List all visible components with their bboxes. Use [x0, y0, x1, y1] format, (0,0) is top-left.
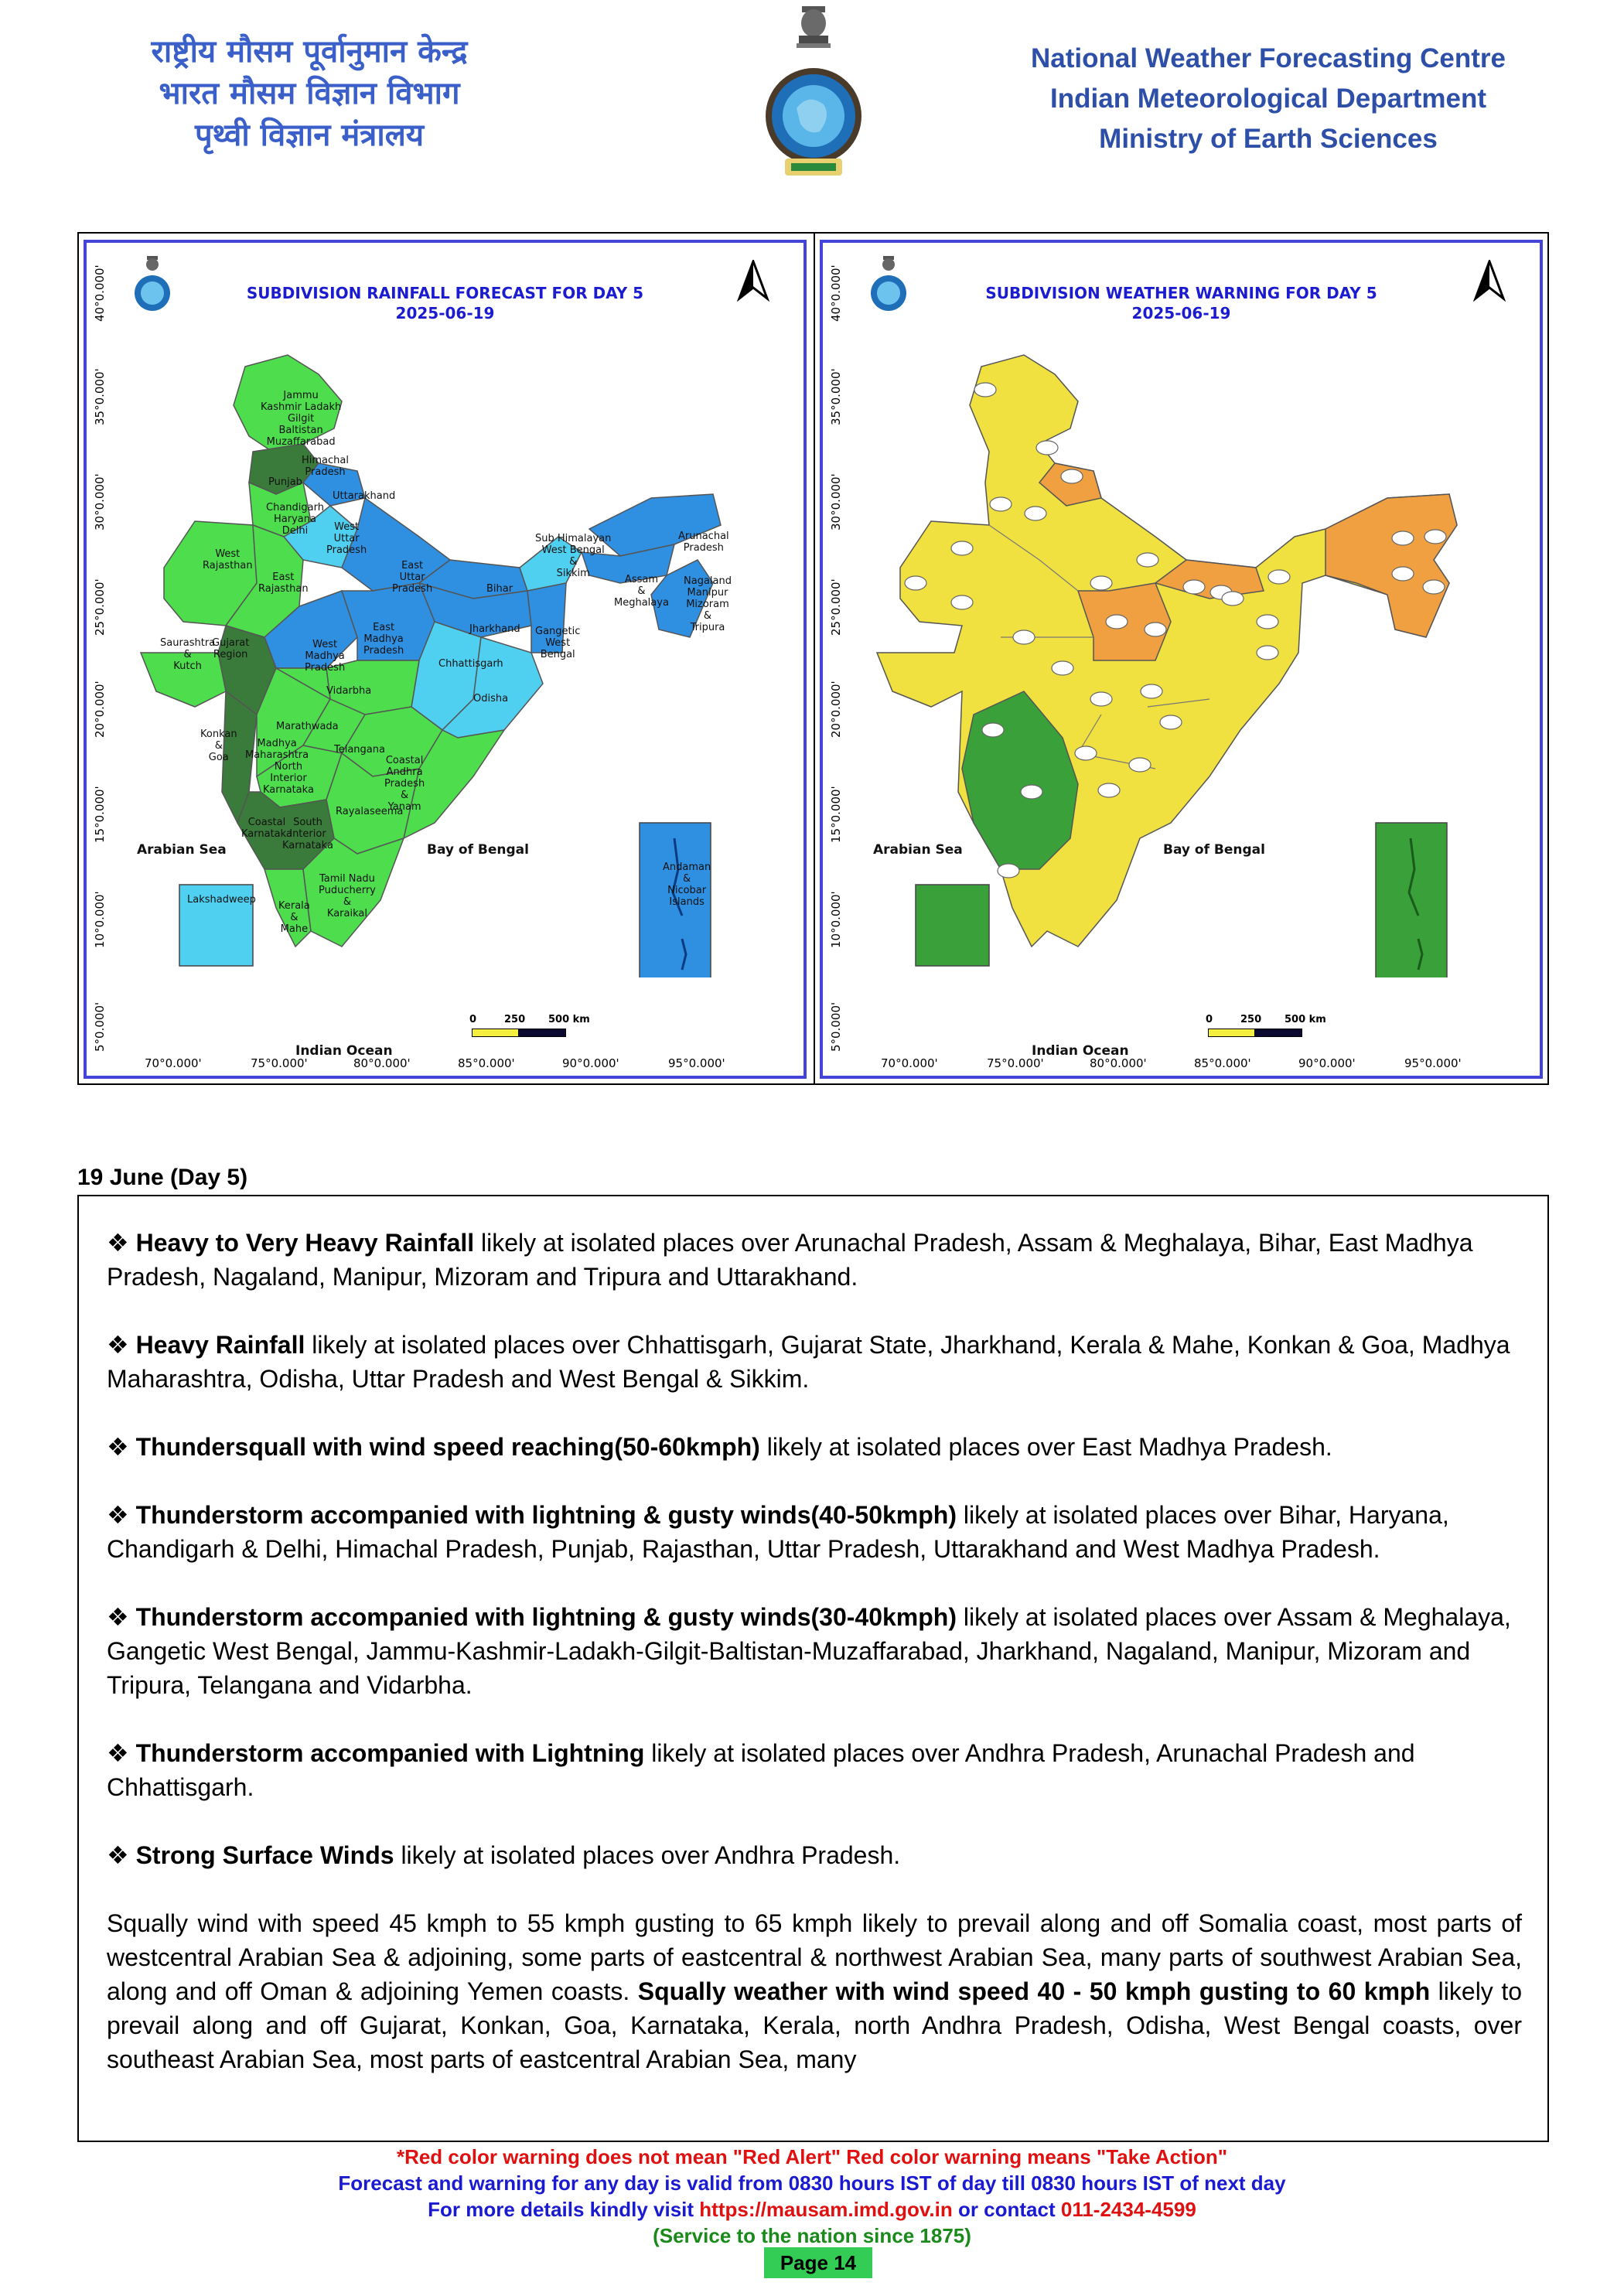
region-label-chd: Chandigarh Haryana Delhi [266, 502, 324, 537]
warning-title: Thunderstorm accompanied with lightning & gusty winds(40-50kmph) [135, 1501, 957, 1529]
lat-label: 35°0.000' [93, 368, 107, 425]
header-english-line-2: Indian Meteorological Department [1050, 84, 1486, 114]
region-label-hp: Himachal Pradesh [302, 455, 349, 478]
region-label-shwb: Sub Himalayan West Bengal & Sikkim [535, 533, 612, 579]
lat-label: 15°0.000' [93, 786, 107, 843]
lon-label: 90°0.000' [1298, 1056, 1356, 1070]
scale-bar-segment-1 [472, 1029, 520, 1037]
footer-website-link[interactable]: https://mausam.imd.gov.in [699, 2198, 953, 2221]
lon-label: 80°0.000' [353, 1056, 411, 1070]
weather-warning-panel [820, 240, 1543, 1079]
region-label-wraj: West Rajasthan [203, 548, 253, 571]
bullet-icon: ❖ [107, 1229, 129, 1257]
lon-label: 75°0.000' [251, 1056, 308, 1070]
squall-text-2: likely to prevail along and off Gujarat, Konkan, Goa, Karnataka, Kerala, north Andhra Pradesh, Odisha, West Bengal coasts, over southeast Arabian Sea, most parts of eastcentral Arabian Sea, many [107, 1977, 1523, 2073]
squall-paragraph [107, 1906, 1522, 2076]
warning-title: Thunderstorm accompanied with lightning & gusty winds(30-40kmph) [135, 1603, 957, 1631]
warning-item [107, 1226, 1522, 1294]
lon-label: 75°0.000' [987, 1056, 1044, 1070]
region-label-eraj: East Rajasthan [258, 571, 309, 595]
squall-text-1: Squally wind with speed 45 kmph to 55 kmph gusting to 65 kmph likely to prevail along and off Somalia coast, most parts of westcentral Arabian Sea & adjoining, some parts of eastcentral & northwest Arabian Sea, many parts of southwest Arabian Sea, along and off Oman & adjoining Yemen coasts. [107, 1909, 1522, 2005]
bullet-icon: ❖ [107, 1501, 129, 1529]
north-arrow-icon [736, 260, 770, 302]
warning-text: likely at isolated places over Chhattisgarh, Gujarat State, Jharkhand, Kerala & Mahe, Konkan & Goa, Madhya Maharashtra, Odisha, Uttar Pradesh and West Bengal & Sikkim. [107, 1331, 1510, 1393]
region-label-jk: Jammu Kashmir Ladakh Gilgit Baltistan Muzaffarabad [261, 390, 342, 448]
scale-label-250: 250 [504, 1014, 526, 1025]
scale-label-500: 500 km [548, 1014, 590, 1025]
lat-label: 40°0.000' [93, 264, 107, 322]
lat-label: 25°0.000' [93, 578, 107, 636]
region-label-mar: Marathwada [276, 721, 339, 732]
region-label-emp: East Madhya Pradesh [363, 622, 404, 657]
region-label-ray: Rayalaseema [336, 806, 404, 817]
warning-text: likely at isolated places over Andhra Pradesh. [394, 1841, 901, 1869]
region-label-nmmt: Nagaland Manipur Mizoram & Tripura [684, 575, 732, 633]
region-label-ker: Kerala & Mahe [278, 900, 310, 935]
lat-label: 10°0.000' [829, 891, 843, 948]
warning-title: Strong Surface Winds [135, 1841, 394, 1869]
lat-label: 20°0.000' [829, 681, 843, 738]
arabian-sea-label: Arabian Sea [137, 842, 227, 858]
lat-label: 15°0.000' [829, 786, 843, 843]
header-english-line-3: Ministry of Earth Sciences [1099, 124, 1438, 154]
bullet-icon: ❖ [107, 1433, 129, 1461]
bullet-icon: ❖ [107, 1841, 129, 1869]
indian-ocean-label: Indian Ocean [1032, 1043, 1129, 1059]
warning-map [846, 328, 1527, 977]
footer-contact-middle: or contact [952, 2198, 1061, 2221]
header-english-line-1: National Weather Forecasting Centre [1031, 43, 1506, 73]
region-label-cap: Coastal Andhra Pradesh & Yanam [384, 755, 425, 813]
warning-item [107, 1600, 1522, 1702]
warning-title: Thunderstorm accompanied with Lightning [135, 1739, 645, 1767]
bullet-icon: ❖ [107, 1331, 129, 1359]
bay-of-bengal-label: Bay of Bengal [1163, 842, 1265, 858]
region-label-gwb: Gangetic West Bengal [535, 626, 581, 660]
scale-label-0: 0 [469, 1014, 477, 1025]
region-label-assam: Assam & Meghalaya [614, 574, 669, 609]
region-label-vid: Vidarbha [326, 685, 372, 697]
region-label-odi: Odisha [473, 693, 509, 704]
region-label-punjab: Punjab [268, 476, 302, 488]
warning-text: likely at isolated places over Bihar, Haryana, Chandigarh & Delhi, Himachal Pradesh, Punjab, Rajasthan, Uttar Pradesh, Uttarakhand and West Madhya Pradesh. [107, 1501, 1449, 1563]
warning-title: Heavy Rainfall [135, 1331, 305, 1359]
footer-phone: 011-2434-4599 [1060, 2198, 1196, 2221]
scale-label-500: 500 km [1285, 1014, 1326, 1025]
lon-label: 70°0.000' [145, 1056, 202, 1070]
warning-item [107, 1498, 1522, 1566]
region-label-tn: Tamil Nadu Puducherry & Karaikal [319, 873, 376, 919]
north-arrow-icon [1472, 260, 1506, 302]
lon-label: 85°0.000' [1194, 1056, 1251, 1070]
footer-contact-line [0, 2196, 1624, 2223]
region-label-bihar: Bihar [486, 583, 513, 595]
warnings-box [77, 1195, 1549, 2142]
lat-label: 30°0.000' [829, 473, 843, 531]
day-heading: 19 June (Day 5) [77, 1165, 248, 1190]
region-label-chh: Chhattisgarh [438, 658, 503, 670]
header-hindi-line-3: पृथ्वी विज्ञान मंत्रालय [194, 118, 425, 153]
region-label-ck: Coastal Karnataka [241, 817, 292, 840]
footer-validity-note: Forecast and warning for any day is valid from 0830 hours IST of day till 0830 hours IST of next day [338, 2171, 1286, 2195]
region-label-jhar: Jharkhand [469, 623, 520, 635]
header-english [998, 39, 1539, 159]
scale-label-0: 0 [1206, 1014, 1213, 1025]
lon-label: 95°0.000' [1404, 1056, 1462, 1070]
rainfall-forecast-panel [84, 240, 807, 1079]
scale-bar-segment-1 [1208, 1029, 1256, 1037]
region-label-and: Andaman & Nicobar Islands [663, 861, 711, 908]
warning-text: likely at isolated places over East Madhya Pradesh. [759, 1433, 1332, 1461]
warning-map-date: 2025-06-19 [1131, 304, 1231, 322]
header-hindi [116, 31, 503, 156]
lat-label: 5°0.000' [829, 1001, 843, 1052]
warning-text: likely at isolated places over Arunachal Pradesh, Assam & Meghalaya, Bihar, East Madhya Pradesh, Nagaland, Manipur, Mizoram and Tripura and Uttarakhand. [107, 1229, 1473, 1291]
scale-bar-segment-2 [518, 1029, 566, 1037]
region-label-wup: West Uttar Pradesh [326, 521, 367, 556]
lat-label: 35°0.000' [829, 368, 843, 425]
indian-ocean-label: Indian Ocean [295, 1043, 393, 1059]
page-number-badge: Page 14 [764, 2247, 872, 2278]
region-label-tel: Telangana [334, 744, 385, 756]
lon-label: 90°0.000' [562, 1056, 619, 1070]
region-label-uk: Uttarakhand [333, 490, 396, 502]
warning-item [107, 1736, 1522, 1804]
region-label-lak: Lakshadweep [187, 894, 256, 906]
maps-divider [814, 232, 815, 1085]
warning-item [107, 1430, 1522, 1464]
lon-label: 70°0.000' [881, 1056, 938, 1070]
scale-bar-segment-2 [1254, 1029, 1302, 1037]
region-label-eup: East Uttar Pradesh [392, 560, 433, 595]
warning-text: likely at isolated places over Andhra Pradesh, Arunachal Pradesh and Chhattisgarh. [107, 1739, 1415, 1801]
lat-label: 40°0.000' [829, 264, 843, 322]
warning-title: Thundersquall with wind speed reaching(50-60kmph) [135, 1433, 760, 1461]
footer-red-note: *Red color warning does not mean "Red Alert" Red color warning means "Take Action" [396, 2145, 1228, 2168]
lat-label: 25°0.000' [829, 578, 843, 636]
bullet-icon: ❖ [107, 1603, 129, 1631]
footer-service-note: (Service to the nation since 1875) [653, 2224, 971, 2247]
warning-item [107, 1838, 1522, 1872]
region-label-nik: North Interior Karnataka [263, 761, 314, 796]
squall-bold-text: Squally weather with wind speed 40 - 50 kmph gusting to 60 kmph [637, 1977, 1431, 2005]
region-label-sau: Saurashtra & Kutch [160, 637, 216, 672]
warning-item [107, 1328, 1522, 1396]
lat-label: 20°0.000' [93, 681, 107, 738]
lat-label: 30°0.000' [93, 473, 107, 531]
scale-label-250: 250 [1240, 1014, 1262, 1025]
lat-label: 5°0.000' [93, 1001, 107, 1052]
bullet-icon: ❖ [107, 1739, 129, 1767]
region-label-mm: Madhya Maharashtra [245, 738, 309, 761]
arabian-sea-label: Arabian Sea [873, 842, 963, 858]
lon-label: 95°0.000' [668, 1056, 725, 1070]
bay-of-bengal-label: Bay of Bengal [427, 842, 529, 858]
warnings-list [107, 1226, 1522, 2076]
lat-label: 10°0.000' [93, 891, 107, 948]
region-label-sik: South Interior Karnataka [282, 817, 333, 851]
region-label-wmp: West Madhya Pradesh [305, 639, 346, 674]
header-hindi-line-2: भारत मौसम विज्ञान विभाग [159, 76, 460, 111]
warning-title: Heavy to Very Heavy Rainfall [135, 1229, 475, 1257]
imd-emblem-logo [762, 0, 866, 186]
region-label-guj: Gujarat Region [212, 637, 250, 660]
warning-text: likely at isolated places over Assam & Meghalaya, Gangetic West Bengal, Jammu-Kashmir-Ladakh-Gilgit-Baltistan-Muzaffarabad, Jharkhand, Nagaland, Manipur, Mizoram and Tripura, Telangana and Vidarbha. [107, 1603, 1511, 1699]
footer-contact-prefix: For more details kindly visit [428, 2198, 700, 2221]
header-hindi-line-1: राष्ट्रीय मौसम पूर्वानुमान केन्द्र [151, 34, 468, 70]
warning-map-title: SUBDIVISION WEATHER WARNING FOR DAY 5 [985, 284, 1377, 302]
lon-label: 85°0.000' [458, 1056, 515, 1070]
rainfall-map-date: 2025-06-19 [395, 304, 495, 322]
region-label-konk: Konkan & Goa [200, 728, 237, 763]
lon-label: 80°0.000' [1090, 1056, 1147, 1070]
region-label-arun: Arunachal Pradesh [678, 531, 729, 554]
rainfall-map-title: SUBDIVISION RAINFALL FORECAST FOR DAY 5 [246, 284, 644, 302]
